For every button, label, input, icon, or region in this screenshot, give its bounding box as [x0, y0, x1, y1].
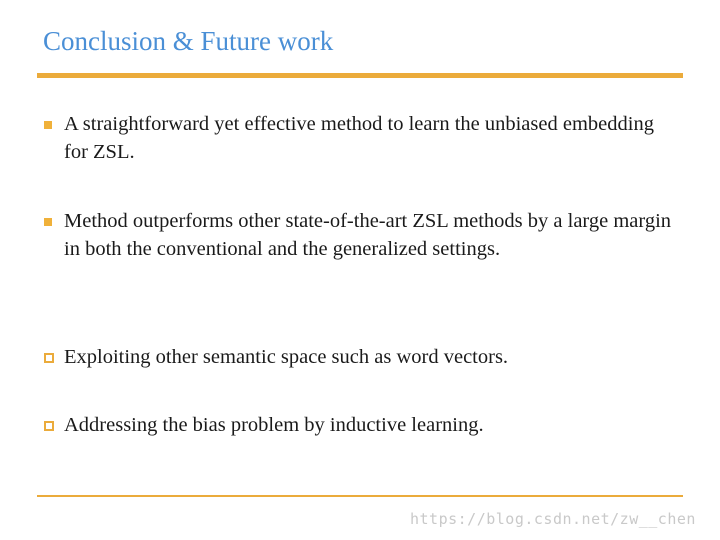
title-divider: [37, 73, 683, 78]
bullet-text: Addressing the bias problem by inductive learning.: [64, 414, 484, 436]
hollow-square-bullet-icon: [44, 421, 54, 431]
filled-square-bullet-icon: [44, 218, 52, 226]
footer-divider: [37, 495, 683, 497]
bullet-item-4: [44, 411, 674, 439]
bullet-item-1: [44, 110, 674, 166]
watermark-url: https://blog.csdn.net/zw__chen: [410, 510, 696, 528]
hollow-square-bullet-icon: [44, 353, 54, 363]
bullet-text: Method outperforms other state-of-the-art ZSL methods by a large margin in both the conventional and the generalized settings.: [64, 210, 672, 260]
filled-square-bullet-icon: [44, 121, 52, 129]
bullet-text: Exploiting other semantic space such as word vectors.: [64, 346, 509, 368]
slide-title: Conclusion & Future work: [43, 26, 334, 56]
bullet-item-2: [44, 207, 674, 263]
bullet-item-3: [44, 343, 674, 371]
bullet-text: A straightforward yet effective method to learn the unbiased embedding for ZSL.: [64, 113, 654, 163]
